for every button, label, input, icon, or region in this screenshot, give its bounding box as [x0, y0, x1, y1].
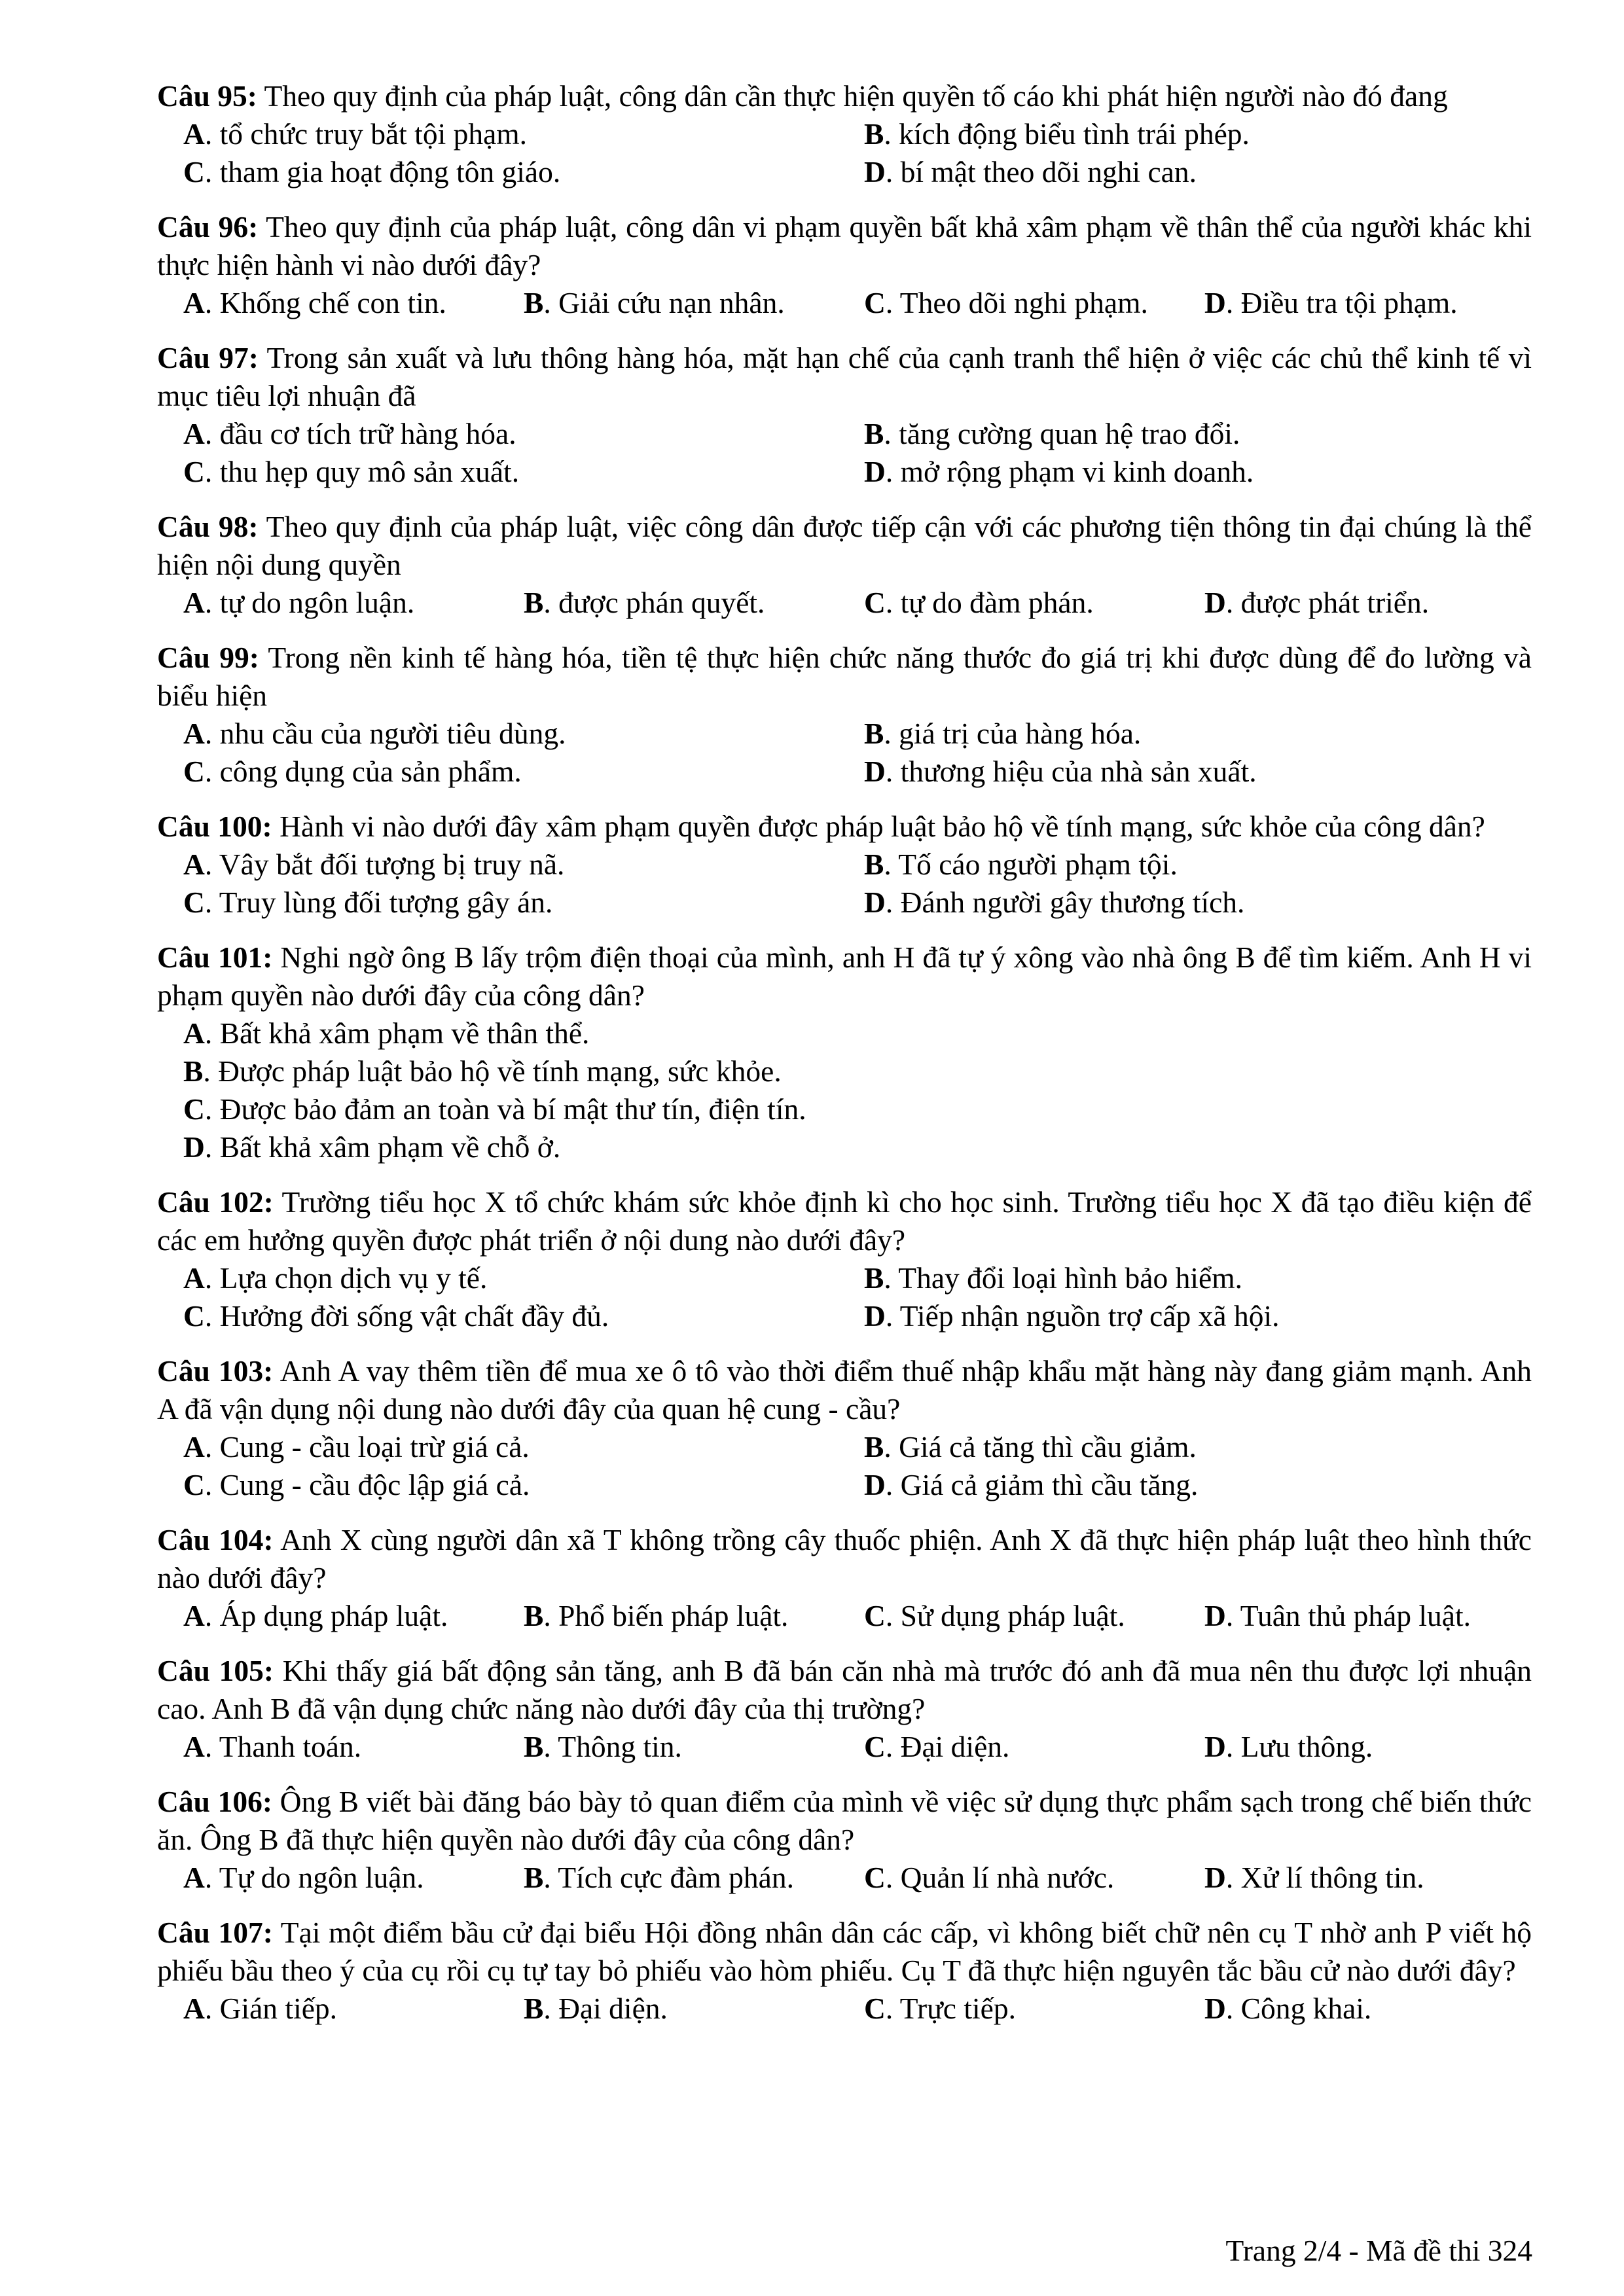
answer-option: [183, 1090, 1532, 1128]
answer-option: [183, 884, 864, 922]
option-letter: C: [183, 1468, 205, 1501]
answer-option: [864, 115, 1545, 153]
answer-option: [864, 1259, 1545, 1297]
answer-option: [183, 415, 864, 453]
option-text: . tự do ngôn luận.: [204, 586, 415, 619]
question-stem: [157, 1783, 1532, 1859]
option-text: . Được pháp luật bảo hộ về tính mạng, sức khỏe.: [203, 1054, 782, 1088]
option-letter: D: [864, 886, 886, 919]
option-letter: A: [183, 1992, 205, 2025]
answer-options: [157, 284, 1532, 322]
option-text: . Truy lùng đối tượng gây án.: [204, 886, 553, 919]
answer-option: [1204, 1597, 1545, 1635]
answer-option: [183, 753, 864, 791]
answer-option: [864, 753, 1545, 791]
option-text: . Điều tra tội phạm.: [1225, 286, 1458, 319]
question-text: Anh X cùng người dân xã T không trồng cây thuốc phiện. Anh X đã thực hiện pháp luật theo hình thức nào dưới đây?: [157, 1523, 1532, 1594]
option-letter: A: [183, 1261, 205, 1295]
question-number: Câu 103:: [157, 1354, 274, 1388]
question-number: Câu 95:: [157, 79, 257, 113]
question-number: Câu 105:: [157, 1654, 274, 1687]
question-number: Câu 99:: [157, 641, 259, 674]
page-footer: Trang 2/4 - Mã đề thi 324: [1225, 2234, 1532, 2267]
answer-option: [864, 715, 1545, 753]
option-text: . Đại diện.: [885, 1730, 1010, 1763]
option-text: . được phát triển.: [1225, 586, 1430, 619]
answer-option: [524, 284, 864, 322]
option-text: . nhu cầu của người tiêu dùng.: [204, 717, 566, 750]
question-number: Câu 106:: [157, 1785, 272, 1818]
option-text: . Áp dụng pháp luật.: [204, 1599, 448, 1632]
option-text: . Bất khả xâm phạm về thân thể.: [204, 1016, 590, 1050]
question-stem: [157, 1183, 1532, 1259]
question-stem: [157, 1914, 1532, 1990]
question-stem: [157, 77, 1532, 115]
option-letter: A: [183, 1016, 205, 1050]
option-text: . Tự do ngôn luận.: [204, 1861, 424, 1894]
option-text: . mở rộng phạm vi kinh doanh.: [885, 455, 1254, 488]
option-text: . Tuân thủ pháp luật.: [1225, 1599, 1471, 1632]
answer-options: [157, 115, 1532, 191]
option-letter: D: [1204, 1992, 1226, 2025]
option-letter: C: [183, 886, 205, 919]
question: [157, 808, 1532, 922]
answer-option: [864, 1859, 1204, 1897]
option-letter: A: [183, 1730, 205, 1763]
option-letter: B: [864, 848, 884, 881]
option-letter: B: [524, 1861, 544, 1894]
option-letter: A: [183, 848, 205, 881]
answer-option: [524, 1990, 864, 2028]
option-letter: A: [183, 1430, 205, 1463]
option-text: . Thanh toán.: [204, 1730, 362, 1763]
answer-option: [524, 1728, 864, 1766]
answer-option: [183, 1052, 1532, 1090]
question-stem: [157, 208, 1532, 284]
option-text: . Thay đổi loại hình bảo hiểm.: [884, 1261, 1242, 1295]
answer-option: [864, 884, 1545, 922]
answer-options: [157, 715, 1532, 791]
answer-option: [183, 1990, 524, 2028]
option-text: . Hưởng đời sống vật chất đầy đủ.: [204, 1299, 609, 1333]
option-letter: A: [183, 286, 205, 319]
question-text: Khi thấy giá bất động sản tăng, anh B đã bán căn nhà mà trước đó anh đã mua nên thu được lợi nhuận cao. Anh B đã vận dụng chức năng nào dưới đây của thị trường?: [157, 1654, 1532, 1725]
option-text: . Được bảo đảm an toàn và bí mật thư tín, điện tín.: [204, 1092, 806, 1126]
option-letter: B: [524, 1992, 544, 2025]
answer-option: [1204, 1728, 1545, 1766]
question-stem: [157, 1521, 1532, 1597]
option-letter: B: [864, 717, 884, 750]
question-text: Theo quy định của pháp luật, việc công dân được tiếp cận với các phương tiện thông tin đại chúng là thể hiện nội dung quyền: [157, 510, 1532, 581]
option-text: . Quản lí nhà nước.: [885, 1861, 1115, 1894]
option-letter: A: [183, 717, 205, 750]
answer-options: [157, 584, 1532, 622]
option-letter: D: [1204, 1861, 1226, 1894]
answer-options: [157, 1728, 1532, 1766]
option-text: . tổ chức truy bắt tội phạm.: [204, 117, 528, 151]
question-stem: [157, 339, 1532, 415]
question-number: Câu 96:: [157, 210, 259, 243]
answer-option: [183, 1014, 1532, 1052]
option-letter: B: [864, 417, 884, 450]
answer-option: [183, 846, 864, 884]
question: [157, 208, 1532, 322]
option-letter: D: [183, 1130, 205, 1164]
answer-options: [157, 1990, 1532, 2028]
question: [157, 1914, 1532, 2028]
option-text: . Khống chế con tin.: [204, 286, 446, 319]
answer-option: [183, 584, 524, 622]
option-text: . Cung - cầu độc lập giá cả.: [204, 1468, 530, 1501]
answer-option: [183, 153, 864, 191]
option-letter: A: [183, 586, 205, 619]
question-stem: [157, 639, 1532, 715]
question-number: Câu 102:: [157, 1185, 274, 1219]
answer-option: [864, 846, 1545, 884]
answer-option: [1204, 284, 1545, 322]
question-list: [157, 77, 1532, 2045]
option-text: . Tiếp nhận nguồn trợ cấp xã hội.: [885, 1299, 1280, 1333]
answer-option: [864, 1990, 1204, 2028]
option-text: . tham gia hoạt động tôn giáo.: [204, 155, 561, 188]
option-letter: C: [183, 155, 205, 188]
option-letter: D: [864, 755, 886, 788]
option-letter: A: [183, 417, 205, 450]
option-letter: D: [1204, 1599, 1226, 1632]
option-letter: D: [864, 155, 886, 188]
question-number: Câu 101:: [157, 941, 273, 974]
option-text: . Đánh người gây thương tích.: [885, 886, 1245, 919]
answer-option: [864, 1466, 1545, 1504]
answer-options: [157, 1428, 1532, 1504]
question: [157, 639, 1532, 791]
option-letter: B: [524, 586, 544, 619]
answer-options: [157, 846, 1532, 922]
question-text: Nghi ngờ ông B lấy trộm điện thoại của mình, anh H đã tự ý xông vào nhà ông B để tìm kiếm. Anh H vi phạm quyền nào dưới đây của công dân?: [157, 941, 1532, 1012]
question-stem: [157, 808, 1532, 846]
option-text: . kích động biểu tình trái phép.: [884, 117, 1250, 151]
option-letter: A: [183, 1599, 205, 1632]
option-text: . được phán quyết.: [543, 586, 765, 619]
answer-option: [1204, 1859, 1545, 1897]
question: [157, 508, 1532, 622]
answer-option: [183, 284, 524, 322]
question-number: Câu 98:: [157, 510, 259, 543]
option-letter: C: [864, 1599, 886, 1632]
question-number: Câu 107:: [157, 1916, 273, 1949]
question-number: Câu 97:: [157, 341, 259, 374]
question: [157, 1352, 1532, 1504]
option-letter: D: [864, 1299, 886, 1333]
option-text: . Công khai.: [1225, 1992, 1372, 2025]
question: [157, 77, 1532, 191]
option-text: . Đại diện.: [543, 1992, 668, 2025]
question: [157, 1652, 1532, 1766]
answer-options: [157, 415, 1532, 491]
question-text: Trong sản xuất và lưu thông hàng hóa, mặt hạn chế của cạnh tranh thể hiện ở việc các chủ thể kinh tế vì mục tiêu lợi nhuận đã: [157, 341, 1532, 412]
option-letter: B: [524, 1730, 544, 1763]
answer-option: [864, 584, 1204, 622]
answer-option: [183, 1259, 864, 1297]
option-text: . tự do đàm phán.: [885, 586, 1094, 619]
option-letter: A: [183, 117, 205, 151]
option-letter: D: [864, 1468, 886, 1501]
option-letter: C: [183, 755, 205, 788]
option-text: . Trực tiếp.: [885, 1992, 1016, 2025]
option-letter: C: [864, 1861, 886, 1894]
question-number: Câu 104:: [157, 1523, 274, 1556]
answer-option: [524, 1859, 864, 1897]
option-text: . Xử lí thông tin.: [1225, 1861, 1424, 1894]
question-text: Ông B viết bài đăng báo bày tỏ quan điểm của mình về việc sử dụng thực phẩm sạch trong chế biến thức ăn. Ông B đã thực hiện quyền nào dưới đây của công dân?: [157, 1785, 1532, 1856]
answer-option: [1204, 1990, 1545, 2028]
answer-option: [864, 1597, 1204, 1635]
option-text: . Phổ biến pháp luật.: [543, 1599, 789, 1632]
option-text: . Theo dõi nghi phạm.: [885, 286, 1148, 319]
question: [157, 939, 1532, 1166]
question-stem: [157, 1652, 1532, 1728]
option-text: . thương hiệu của nhà sản xuất.: [885, 755, 1257, 788]
option-letter: C: [183, 455, 205, 488]
question-text: Anh A vay thêm tiền để mua xe ô tô vào thời điểm thuế nhập khẩu mặt hàng này đang giảm mạnh. Anh A đã vận dụng nội dung nào dưới đây của quan hệ cung - cầu?: [157, 1354, 1532, 1426]
answer-option: [864, 1297, 1545, 1335]
question: [157, 1521, 1532, 1635]
option-letter: B: [183, 1054, 204, 1088]
question-text: Theo quy định của pháp luật, công dân cần thực hiện quyền tố cáo khi phát hiện người nào đó đang: [257, 79, 1448, 113]
option-letter: B: [864, 1430, 884, 1463]
answer-option: [524, 1597, 864, 1635]
option-letter: A: [183, 1861, 205, 1894]
answer-option: [183, 1128, 1532, 1166]
question: [157, 1183, 1532, 1335]
answer-option: [524, 584, 864, 622]
option-text: . Lưu thông.: [1225, 1730, 1373, 1763]
option-text: . Gián tiếp.: [204, 1992, 338, 2025]
option-letter: D: [1204, 586, 1226, 619]
answer-option: [864, 1428, 1545, 1466]
answer-option: [864, 284, 1204, 322]
answer-option: [183, 715, 864, 753]
question-stem: [157, 1352, 1532, 1428]
answer-options: [157, 1597, 1532, 1635]
answer-option: [864, 453, 1545, 491]
option-text: . Giải cứu nạn nhân.: [543, 286, 785, 319]
option-text: . Giá cả tăng thì cầu giảm.: [884, 1430, 1197, 1463]
option-text: . công dụng của sản phẩm.: [204, 755, 522, 788]
question-stem: [157, 939, 1532, 1014]
option-text: . Vây bắt đối tượng bị truy nã.: [204, 848, 565, 881]
option-text: . giá trị của hàng hóa.: [884, 717, 1142, 750]
option-letter: C: [864, 1730, 886, 1763]
question-text: Trong nền kinh tế hàng hóa, tiền tệ thực hiện chức năng thước đo giá trị khi được dùng để đo lường và biểu hiện: [157, 641, 1532, 712]
option-letter: C: [864, 586, 886, 619]
option-text: . Cung - cầu loại trừ giá cả.: [204, 1430, 530, 1463]
answer-option: [183, 1466, 864, 1504]
answer-option: [183, 1428, 864, 1466]
answer-option: [864, 1728, 1204, 1766]
answer-options: [157, 1859, 1532, 1897]
option-text: . Tích cực đàm phán.: [543, 1861, 794, 1894]
option-text: . Giá cả giảm thì cầu tăng.: [885, 1468, 1199, 1501]
option-letter: B: [524, 286, 544, 319]
option-text: . đầu cơ tích trữ hàng hóa.: [204, 417, 516, 450]
question-stem: [157, 508, 1532, 584]
option-text: . thu hẹp quy mô sản xuất.: [204, 455, 520, 488]
question-text: Hành vi nào dưới đây xâm phạm quyền được pháp luật bảo hộ về tính mạng, sức khỏe của công dân?: [272, 810, 1485, 843]
option-text: . bí mật theo dõi nghi can.: [885, 155, 1197, 188]
answer-options: [157, 1014, 1532, 1166]
option-letter: D: [1204, 1730, 1226, 1763]
answer-option: [183, 115, 864, 153]
option-letter: D: [864, 455, 886, 488]
option-letter: B: [864, 117, 884, 151]
option-letter: B: [864, 1261, 884, 1295]
answer-option: [183, 1728, 524, 1766]
answer-option: [864, 415, 1545, 453]
question: [157, 1783, 1532, 1897]
answer-option: [864, 153, 1545, 191]
question-text: Tại một điểm bầu cử đại biểu Hội đồng nhân dân các cấp, vì không biết chữ nên cụ T nhờ anh P viết hộ phiếu bầu theo ý của cụ rồi cụ tự tay bỏ phiếu vào hòm phiếu. Cụ T đã thực hiện nguyên tắc bầu cử nào dưới đây?: [157, 1916, 1532, 1987]
question-text: Theo quy định của pháp luật, công dân vi phạm quyền bất khả xâm phạm về thân thể của người khác khi thực hiện hành vi nào dưới đây?: [157, 210, 1532, 281]
question: [157, 339, 1532, 491]
answer-option: [1204, 584, 1545, 622]
answer-option: [183, 1597, 524, 1635]
question-text: Trường tiểu học X tổ chức khám sức khỏe định kì cho học sinh. Trường tiểu học X đã tạo điều kiện để các em hưởng quyền được phát triển ở nội dung nào dưới đây?: [157, 1185, 1532, 1257]
option-letter: C: [183, 1092, 205, 1126]
option-letter: C: [183, 1299, 205, 1333]
option-text: . Sử dụng pháp luật.: [885, 1599, 1125, 1632]
option-letter: C: [864, 286, 886, 319]
answer-option: [183, 1297, 864, 1335]
option-letter: B: [524, 1599, 544, 1632]
answer-options: [157, 1259, 1532, 1335]
answer-option: [183, 453, 864, 491]
option-text: . Tố cáo người phạm tội.: [884, 848, 1178, 881]
option-text: . tăng cường quan hệ trao đổi.: [884, 417, 1240, 450]
option-text: . Bất khả xâm phạm về chỗ ở.: [204, 1130, 561, 1164]
option-text: . Lựa chọn dịch vụ y tế.: [204, 1261, 488, 1295]
answer-option: [183, 1859, 524, 1897]
question-number: Câu 100:: [157, 810, 272, 843]
option-letter: C: [864, 1992, 886, 2025]
option-letter: D: [1204, 286, 1226, 319]
option-text: . Thông tin.: [543, 1730, 682, 1763]
